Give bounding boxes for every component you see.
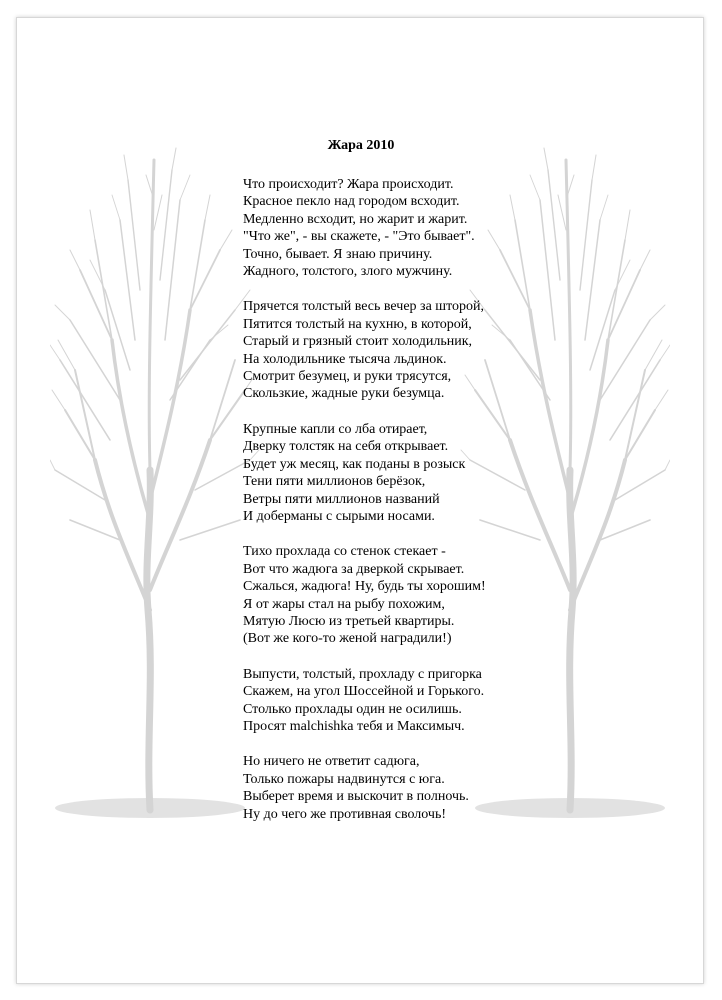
stanza (243, 176, 543, 280)
stanza (243, 753, 543, 823)
poem-line: Крупные капли со лба отирает, (243, 421, 428, 437)
stanza (243, 421, 543, 525)
poem (243, 137, 543, 841)
poem-line: Мятую Люсю из третьей квартиры. (243, 613, 455, 629)
poem-line: Сжалься, жадюга! Ну, будь ты хорошим! (243, 579, 486, 595)
tree-left-graphic (50, 140, 260, 860)
stanza (243, 298, 543, 402)
poem-line: Старый и грязный стоит холодильник, (243, 334, 473, 350)
poem-line: Выберет время и выскочит в полночь. (243, 789, 469, 805)
poem-line: Жадного, толстого, злого мужчину. (243, 264, 453, 280)
poem-line: Но ничего не ответит садюга, (243, 754, 420, 770)
poem-line: Прячется толстый весь вечер за шторой, (243, 299, 485, 315)
poem-line: Скажем, на угол Шоссейной и Горького. (243, 684, 485, 700)
poem-line: Столько прохлады один не осилишь. (243, 701, 462, 717)
poem-line: Тени пяти миллионов берёзок, (243, 474, 426, 490)
poem-line: Ветры пяти миллионов названий (243, 491, 440, 507)
poem-line: Просят malchishka тебя и Максимыч. (243, 718, 465, 734)
poem-line: Точно, бывает. Я знаю причину. (243, 246, 433, 262)
poem-line: Выпусти, толстый, прохладу с пригорка (243, 666, 482, 682)
stanza (243, 543, 543, 647)
poem-line: (Вот же кого-то женой наградили!) (243, 631, 452, 647)
poem-line: Ну до чего же противная сволочь! (243, 806, 447, 822)
poem-line: И доберманы с сырыми носами. (243, 508, 435, 524)
poem-line: Медленно всходит, но жарит и жарит. (243, 211, 468, 227)
poem-line: Пятится толстый на кухню, в которой, (243, 316, 472, 332)
poem-line: Что происходит? Жара происходит. (243, 177, 454, 192)
poem-line: Смотрит безумец, и руки трясутся, (243, 369, 452, 385)
poem-line: Дверку толстяк на себя открывает. (243, 439, 449, 455)
poem-line: "Что же", - вы скажете, - "Это бывает". (243, 229, 475, 245)
poem-line: Вот что жадюга за дверкой скрывает. (243, 561, 465, 577)
poem-line: Скользкие, жадные руки безумца. (243, 386, 445, 402)
poem-line: Будет уж месяц, как поданы в розыск (243, 456, 466, 472)
bare-tree-icon (50, 140, 260, 860)
stanza (243, 666, 543, 736)
poem-line: Красное пекло над городом всходит. (243, 194, 460, 210)
poem-line: На холодильнике тысяча льдинок. (243, 351, 447, 367)
poem-line: Я от жары стал на рыбу похожим, (243, 596, 445, 612)
poem-title: Жара 2010 (327, 138, 395, 153)
poem-line: Только пожары надвинутся с юга. (243, 771, 445, 787)
poem-line: Тихо прохлада со стенок стекает - (243, 544, 446, 560)
